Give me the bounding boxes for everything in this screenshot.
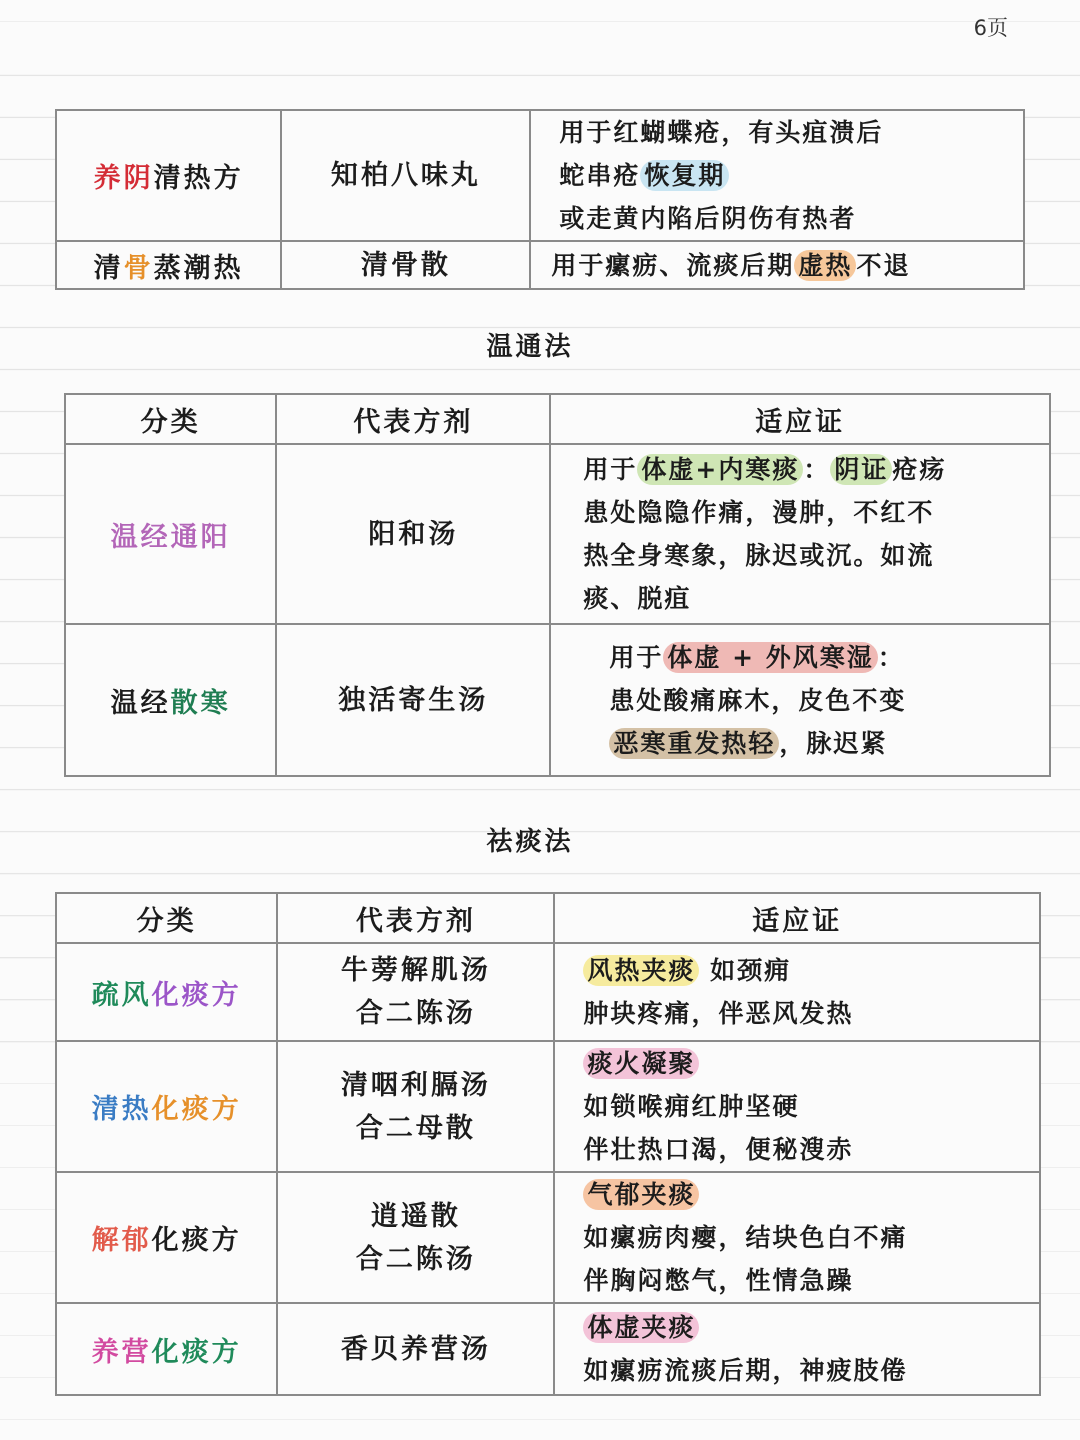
section-title-warming: 温通法 [486,332,574,362]
indication-text: 热全身寒象，脉迟或沉。如流 [583,541,935,570]
prescription-cell [276,444,550,624]
category-cell [56,1303,277,1395]
indication-line [609,679,1049,722]
indication-cell [554,1172,1040,1303]
highlighted-term: 痰火凝聚 [583,1048,699,1079]
indication-line [583,491,1049,534]
indication-text: ，脉迟紧 [779,728,888,758]
indication-text: 如瘰疬流痰后期，神疲肢倦 [583,1356,908,1385]
indication-cell [550,444,1050,624]
indication-text: 用于瘰疬、流痰后期 [551,250,795,280]
category-cell [56,943,277,1041]
highlighted-term: 恶寒重发热轻 [609,728,779,759]
indication-text: 用于红蝴蝶疮，有头疽溃后 [559,118,884,147]
indication-text: 疮疡 [892,455,947,484]
table-row [56,943,1040,1041]
highlighted-term: 体虚 + 外风寒湿 [663,642,877,673]
indication-text: ： [877,642,905,672]
highlighted-term: 体虚夹痰 [583,1312,699,1343]
column-header-category: 分类 [65,394,276,444]
indication-cell [530,241,1024,289]
table-nourish-yin [55,109,1025,290]
prescription-line: 合二陈汤 [355,998,476,1029]
indication-line [559,111,1023,154]
indication-line [583,1173,1039,1216]
indication-text: 如瘰疬肉瘿，结块色白不痛 [583,1223,908,1252]
table-row [56,110,1024,241]
indication-text: 患处酸痛麻木，皮色不变 [609,685,907,715]
indication-text: 如锁喉痈红肿坚硬 [583,1092,800,1121]
indication-cell [554,1041,1040,1172]
prescription-cell [277,943,554,1041]
category-segment: 清热 [91,1094,152,1125]
table-row [56,241,1024,289]
highlighted-term: 体虚+内寒痰 [637,454,803,485]
table-row [65,444,1050,624]
category-cell [56,1041,277,1172]
prescription-line: 清骨散 [360,249,451,281]
category-segment: 解郁 [91,1225,152,1256]
prescription-cell [277,1172,554,1303]
column-header-indication: 适应证 [550,394,1050,444]
category-segment: 骨 [123,252,154,284]
prescription-line: 清咽利膈汤 [340,1069,491,1101]
prescription-line: 独活寄生汤 [338,684,489,716]
prescription-line: 香贝养营汤 [340,1333,491,1365]
category-segment: 化痰方 [151,1336,242,1368]
indication-line [583,1306,1039,1349]
table-row [56,1303,1040,1395]
prescription-cell [277,1303,554,1395]
category-cell [65,444,276,624]
indication-text: 患处隐隐作痛，漫肿，不红不 [583,498,935,527]
prescription-line: 知柏八味丸 [330,160,481,191]
table-row [65,624,1050,776]
category-cell [56,110,281,241]
indication-text: 伴壮热口渴，便秘溲赤 [583,1135,854,1164]
indication-line [583,577,1049,620]
indication-line [583,1042,1039,1085]
column-header-prescription: 代表方剂 [276,394,550,444]
indication-line [583,1349,1039,1392]
category-segment: 养营 [91,1336,152,1368]
highlighted-term: 虚热 [794,250,856,281]
indication-text: 或走黄内陷后阴伤有热者 [559,204,857,233]
indication-line [609,722,1049,765]
indication-cell [554,1303,1040,1395]
prescription-line: 阳和汤 [368,518,459,550]
category-cell [56,241,281,289]
indication-line [583,1216,1039,1259]
category-segment: 清热方 [153,163,244,194]
category-segment: 温经通阳 [110,521,231,553]
category-segment: 散寒 [170,687,231,719]
table-header-row [65,394,1050,444]
column-header-prescription: 代表方剂 [277,893,554,943]
indication-line [559,154,1023,197]
indication-text: 用于 [583,455,638,484]
indication-cell [550,624,1050,776]
prescription-line: 合二陈汤 [355,1243,476,1275]
indication-line [583,534,1049,577]
column-header-category: 分类 [56,893,277,943]
category-segment: 温经 [110,687,171,719]
category-segment: 疏风 [91,979,152,1011]
indication-line [583,992,1039,1035]
prescription-cell [277,1041,554,1172]
indication-line [609,636,1049,679]
category-segment: 化痰方 [151,979,242,1011]
highlighted-term: 阴证 [830,454,892,485]
category-segment: 化痰方 [151,1094,242,1125]
category-segment: 养阴 [93,163,154,194]
indication-line [583,1085,1039,1128]
indication-line [583,949,1039,992]
highlighted-term: 气郁夹痰 [583,1179,699,1210]
highlighted-term: 恢复期 [640,160,729,191]
indication-line [583,448,1049,491]
prescription-line: 合二母散 [355,1112,476,1144]
category-cell [65,624,276,776]
category-segment: 化痰方 [151,1225,242,1256]
indication-line [583,1259,1039,1302]
indication-text: 肿块疼痛，伴恶风发热 [583,999,854,1028]
prescription-cell [281,110,530,241]
category-segment: 清 [93,252,124,284]
indication-text: 蛇串疮 [559,161,641,190]
table-row [56,1172,1040,1303]
table-row [56,1041,1040,1172]
page-number: 6页 [973,16,1008,40]
indication-text: 如颈痈 [699,956,792,985]
indication-line [583,1128,1039,1171]
indication-cell [554,943,1040,1041]
prescription-line: 牛蒡解肌汤 [340,955,491,986]
prescription-cell [281,241,530,289]
indication-line [559,197,1023,240]
indication-text: ： [803,455,831,484]
indication-text: 伴胸闷憋气，性情急躁 [583,1266,854,1295]
category-segment: 蒸潮热 [153,252,244,284]
indication-text: 痰、脱疽 [583,584,692,613]
indication-cell [530,110,1024,241]
highlighted-term: 风热夹痰 [583,955,699,986]
column-header-indication: 适应证 [554,893,1040,943]
prescription-cell [276,624,550,776]
category-cell [56,1172,277,1303]
indication-line [551,244,1023,287]
table-header-row [56,893,1040,943]
table-phlegm [55,892,1041,1396]
prescription-line: 逍遥散 [370,1200,461,1232]
indication-text: 用于 [609,642,664,672]
table-warming [64,393,1051,777]
section-title-phlegm: 祛痰法 [486,827,574,857]
indication-text: 不退 [856,250,911,280]
